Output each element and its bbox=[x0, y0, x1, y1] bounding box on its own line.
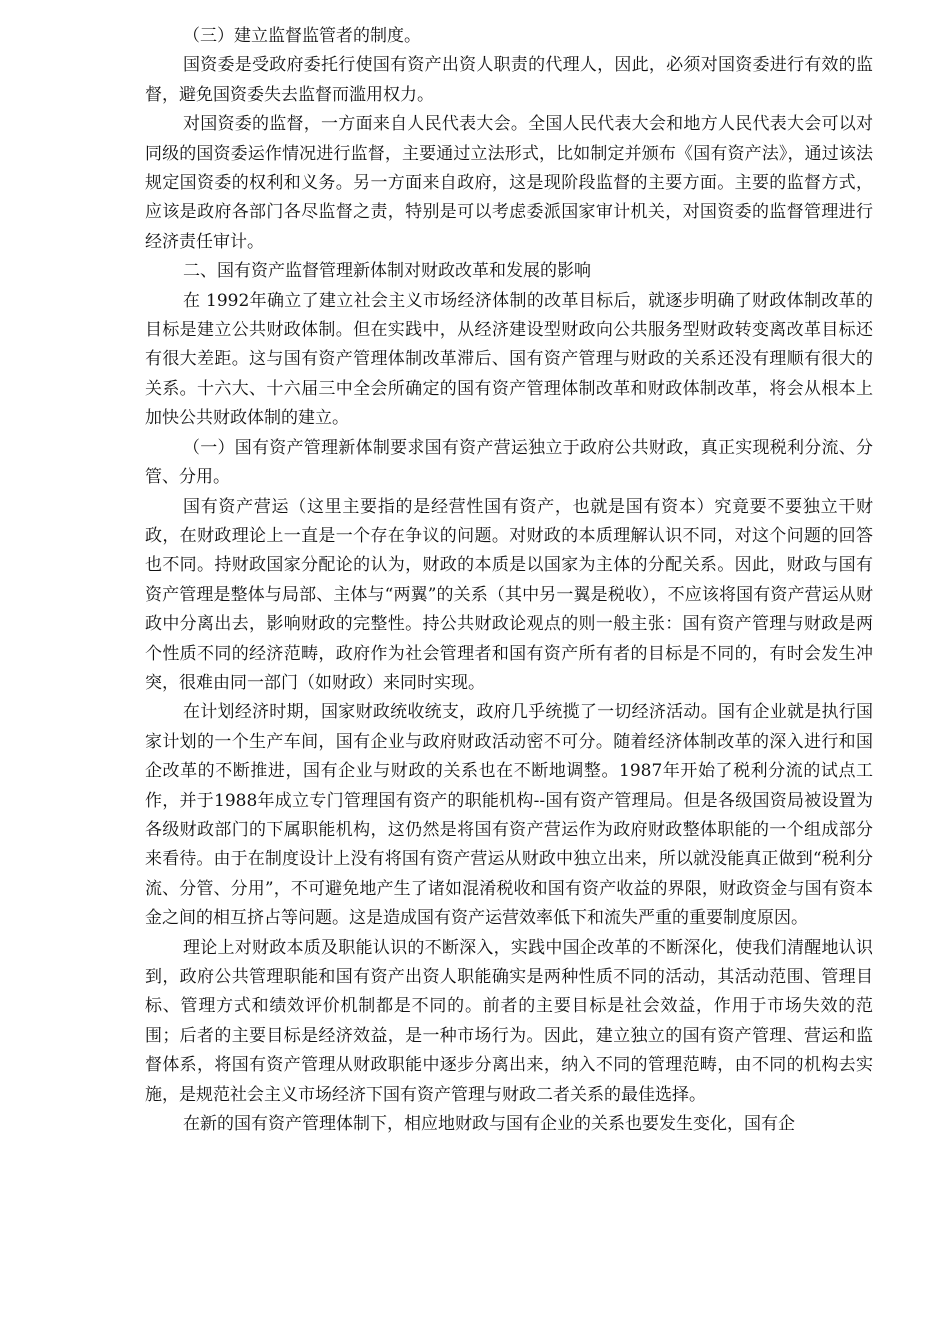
section-heading-impact-on-fiscal-reform: 二、国有资产监督管理新体制对财政改革和发展的影响 bbox=[183, 261, 591, 282]
paragraph-public-finance-reform: 在 1992年确立了建立社会主义市场经济体制的改革目标后，就逐步明确了财政体制改革的目标是建立公共财政体制。但在实践中，从经济建设型财政向公共服务型财政转变离改革目标还有很大差距。这与国有资产管理体制改革滞后、国有资产管理与财政的关系还没有理顺有很大的关系。十六大、十六届三中全会所确定的国有资产管理体制改革和财政体制改革，将会从根本上加快公共财政体制的建立。 bbox=[145, 290, 873, 429]
paragraph-sasac-agent: 国资委是受政府委托行使国有资产出资人职责的代理人，因此，必须对国资委进行有效的监督，避免国资委失去监督而滥用权力。 bbox=[145, 55, 873, 105]
paragraph-planned-economy-history: 在计划经济时期，国家财政统收统支，政府几乎统揽了一切经济活动。国有企业就是执行国家计划的一个生产车间，国有企业与政府财政活动密不可分。随着经济体制改革的深入进行和国企改革的不断推进，国有企业与财政的关系也在不断地调整。1987年开始了税利分流的试点工作，并于1988年成立专门管理国有资产的职能机构--国有资产管理局。但是各级国资局被设置为各级财政部门的下属职能机构，这仍然是将国有资产营运作为政府财政整体职能的一个组成部分来看待。由于在制度设计上没有将国有资产营运从财政中独立出来，所以就没能真正做到“税利分流、分管、分用”，不可避免地产生了诸如混淆税收和国有资产收益的界限，财政资金与国有资本金之间的相互挤占等问题。这是造成国有资产运营效率低下和流失严重的重要制度原因。 bbox=[145, 702, 873, 929]
paragraph-best-choice: 理论上对财政本质及职能认识的不断深入，实践中国企改革的不断深化，使我们清醒地认识到，政府公共管理职能和国有资产出资人职能确实是两种性质不同的活动，其活动范围、管理目标、管理方式和绩效评价机制都是不同的。前者的主要目标是社会效益，作用于市场失效的范围；后者的主要目标是经济效益，是一种市场行为。因此，建立独立的国有资产管理、营运和监督体系，将国有资产管理从财政职能中逐步分离出来，纳入不同的管理范畴，由不同的机构去实施，是规范社会主义市场经济下国有资产管理与财政二者关系的最佳选择。 bbox=[145, 937, 873, 1105]
paragraph-new-system-relation: 在新的国有资产管理体制下，相应地财政与国有企业的关系也要发生变化，国有企 bbox=[183, 1114, 795, 1135]
paragraph-heading-establish-supervision: （三）建立监督监管者的制度。 bbox=[183, 26, 421, 46]
paragraph-supervision-of-sasac: 对国资委的监督，一方面来自人民代表大会。全国人民代表大会和地方人民代表大会可以对同级的国资委运作情况进行监督，主要通过立法形式，比如制定并颁布《国有资产法》，通过该法规定国资委的权利和义务。另一方面来自政府，这是现阶段监督的主要方面。主要的监督方式，应该是政府各部门各尽监督之责，特别是可以考虑委派国家审计机关，对国资委的监督管理进行经济责任审计。 bbox=[145, 114, 873, 252]
paragraph-theory-debate: 国有资产营运（这里主要指的是经营性国有资产，也就是国有资本）究竟要不要独立干财政，在财政理论上一直是一个存在争议的问题。对财政的本质理解认识不同，对这个问题的回答也不同。持财政国家分配论的认为，财政的本质是以国家为主体的分配关系。因此，财政与国有资产管理是整体与局部、主体与“两翼”的关系（其中另一翼是税收），不应该将国有资产营运从财政中分离出去，影响财政的完整性。持公共财政论观点的则一般主张：国有资产管理与财政是两个性质不同的经济范畴，政府作为社会管理者和国有资产所有者的目标是不同的，有时会发生冲突，很难由同一部门（如财政）来同时实现。 bbox=[145, 496, 873, 693]
document-page bbox=[145, 22, 873, 1139]
paragraph-heading-independent-operation: （一）国有资产管理新体制要求国有资产营运独立于政府公共财政，真正实现税利分流、分管、分用。 bbox=[145, 437, 873, 488]
